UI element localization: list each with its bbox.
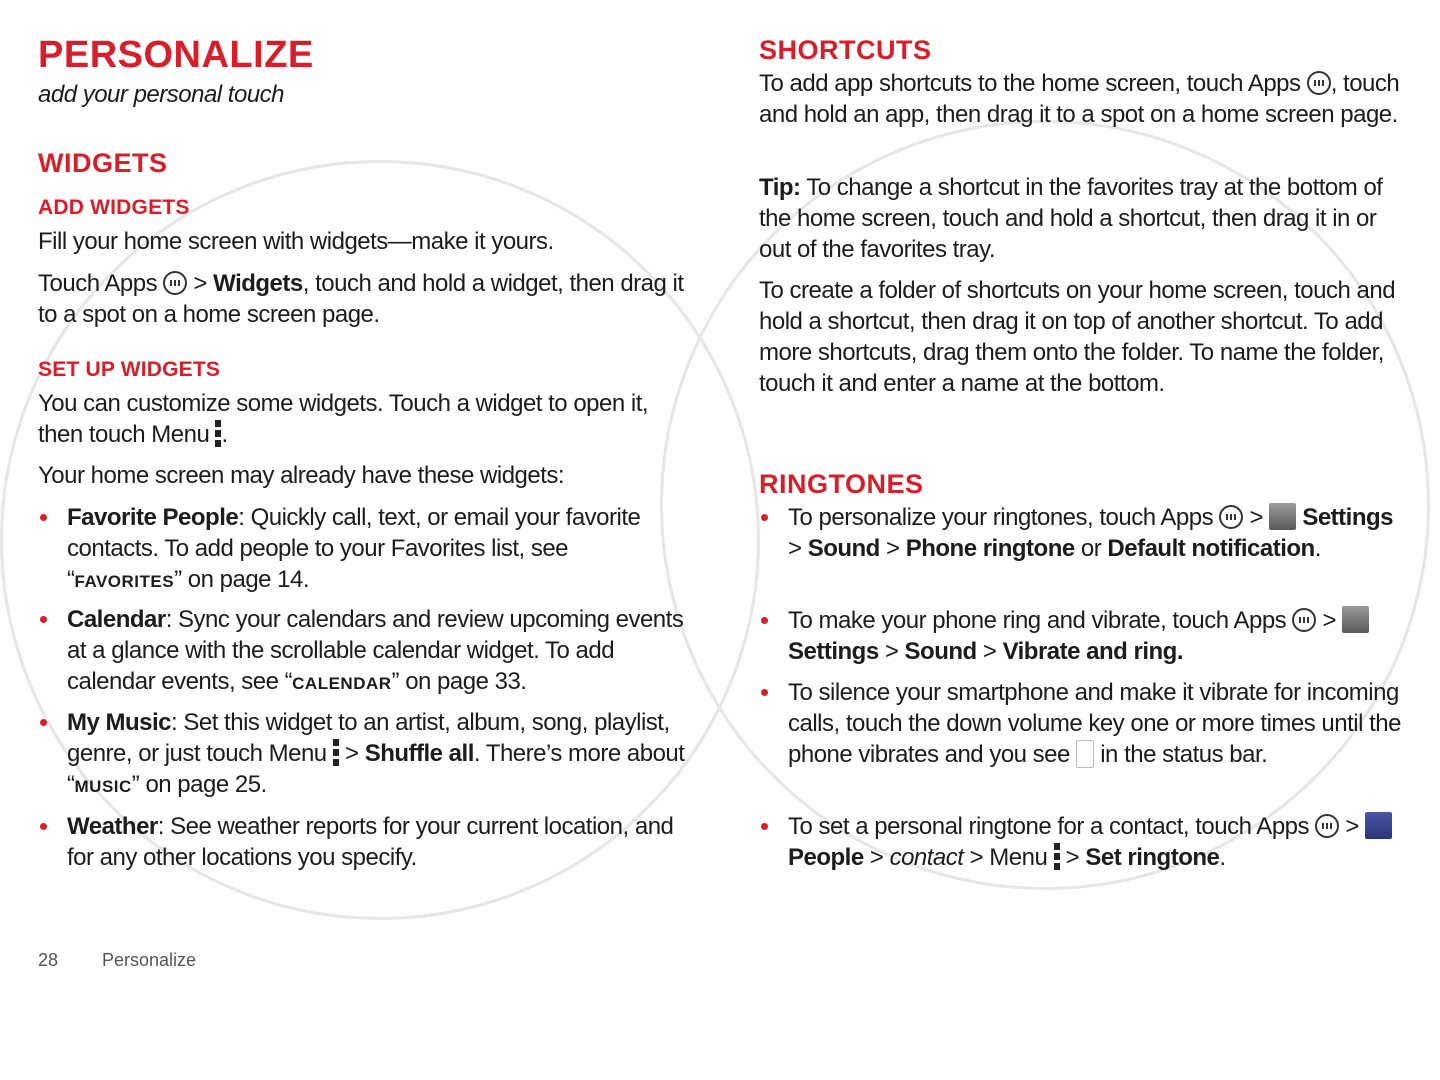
bullet-item: [759, 677, 1409, 770]
text-run: >: [187, 270, 214, 297]
bullet-item: [759, 605, 1409, 667]
text-run: >: [788, 535, 808, 562]
bold-text: People: [788, 844, 864, 871]
text-run: : Set this widget to an artist, album, song, playlist, genre, or just touch Menu: [67, 709, 670, 767]
bold-text: Settings: [1302, 504, 1393, 531]
apps-icon: [163, 271, 187, 295]
text-run: . There’s more about “: [67, 740, 685, 798]
text-run: , touch and hold a widget, then drag it to a spot on a home screen page.: [38, 270, 684, 328]
text-run: >: [1316, 607, 1343, 634]
text-run: >: [1059, 844, 1086, 871]
settings-icon: [1342, 606, 1369, 633]
text-run: To create a folder of shortcuts on your home screen, touch and hold a shortcut, then drag it on top of another shortcut. To add more shortcuts, drag them onto the folder. To name the folder, touch it and enter a name at the bottom.: [759, 277, 1396, 397]
bold-text: Sound: [807, 535, 880, 562]
section-heading-shortcuts: SHORTCUTS: [759, 35, 932, 65]
bullet-item: [38, 604, 688, 699]
text-run: To personalize your ringtones, touch Apps: [788, 504, 1220, 531]
bold-text: Shuffle all: [364, 740, 474, 767]
bold-text: Widgets: [213, 270, 303, 297]
paragraph: [759, 275, 1409, 399]
text-run: To set a personal ringtone for a contact, touch Apps: [788, 813, 1316, 840]
page-subtitle: add your personal touch: [38, 81, 285, 108]
bullet-item: [38, 502, 688, 597]
bold-text: Sound: [904, 638, 977, 665]
tip-paragraph: [759, 172, 1409, 265]
text-run: .: [1314, 535, 1321, 562]
text-run: .: [1219, 844, 1226, 871]
bold-text: Favorite People: [67, 504, 239, 531]
text-run: >: [863, 844, 890, 871]
paragraph: [38, 388, 688, 450]
text-run: You can customize some widgets. Touch a widget to open it, then touch Menu: [38, 390, 649, 448]
bullet-item: [38, 707, 688, 802]
apps-icon: [1315, 814, 1339, 838]
bold-text: Tip:: [759, 174, 801, 201]
section-heading-ringtones: RINGTONES: [759, 469, 924, 499]
footer-section-name: Personalize: [102, 950, 197, 970]
text-run: >: [879, 535, 906, 562]
subheading-add-widgets: ADD WIDGETS: [38, 196, 190, 219]
bold-text: Weather: [67, 813, 158, 840]
apps-icon: [1219, 505, 1243, 529]
vibrate-icon: [1076, 740, 1094, 768]
text-run: ” on page 33.: [391, 668, 527, 695]
text-run: > Menu: [963, 844, 1054, 871]
cross-reference: FAVORITES: [74, 572, 175, 591]
text-run: To change a shortcut in the favorites tray at the bottom of the home screen, touch and hold a shortcut, then drag it in or out of the favorites tray.: [759, 174, 1383, 263]
bullet-item: [759, 502, 1409, 564]
text-run: ” on page 25.: [131, 771, 267, 798]
bold-text: Default notification: [1107, 535, 1315, 562]
text-run: Fill your home screen with widgets—make it yours.: [38, 228, 554, 255]
paragraph: [38, 226, 688, 257]
cross-reference: CALENDAR: [292, 674, 392, 693]
text-run: : Sync your calendars and review upcoming events at a glance with the scrollable calendar widget. To add calendar events, see “: [67, 606, 684, 695]
italic-text: contact: [889, 844, 964, 871]
apps-icon: [1307, 71, 1331, 95]
text-run: >: [976, 638, 1003, 665]
bold-text: Phone ringtone: [905, 535, 1075, 562]
text-run: >: [338, 740, 365, 767]
text-run: .: [221, 421, 228, 448]
cross-reference: MUSIC: [74, 777, 132, 796]
text-run: >: [878, 638, 905, 665]
text-run: >: [1339, 813, 1366, 840]
paragraph: [759, 68, 1409, 130]
text-run: : Quickly call, text, or email your favorite contacts. To add people to your Favorites list, see “: [67, 504, 641, 593]
text-run: : See weather reports for your current location, and for any other locations you specify.: [67, 813, 674, 871]
text-run: To make your phone ring and vibrate, touch Apps: [788, 607, 1293, 634]
text-run: , touch and hold an app, then drag it to a spot on a home screen page.: [759, 70, 1400, 128]
people-icon: [1365, 812, 1392, 839]
bold-text: My Music: [67, 709, 172, 736]
bold-text: Set ringtone: [1085, 844, 1220, 871]
bullet-item: [38, 811, 688, 873]
section-heading-widgets: WIDGETS: [38, 148, 168, 178]
bold-text: Settings: [788, 638, 879, 665]
page-number: 28: [38, 950, 59, 970]
paragraph: [38, 460, 688, 491]
text-run: To silence your smartphone and make it vibrate for incoming calls, touch the down volume key one or more times until the phone vibrates and you see: [788, 679, 1401, 768]
bold-text: Calendar: [67, 606, 166, 633]
bold-text: Vibrate and ring.: [1002, 638, 1183, 665]
text-run: To add app shortcuts to the home screen, touch Apps: [759, 70, 1307, 97]
bullet-item: [759, 811, 1409, 873]
page-title: PERSONALIZE: [38, 34, 314, 76]
text-run: in the status bar.: [1094, 741, 1268, 768]
text-run: Touch Apps: [38, 270, 164, 297]
paragraph: [38, 268, 688, 330]
text-run: Your home screen may already have these widgets:: [38, 462, 565, 489]
text-run: >: [1243, 504, 1270, 531]
subheading-set-up-widgets: SET UP WIDGETS: [38, 358, 221, 381]
text-run: or: [1074, 535, 1108, 562]
settings-icon: [1269, 503, 1296, 530]
apps-icon: [1292, 608, 1316, 632]
text-run: ” on page 14.: [174, 566, 310, 593]
